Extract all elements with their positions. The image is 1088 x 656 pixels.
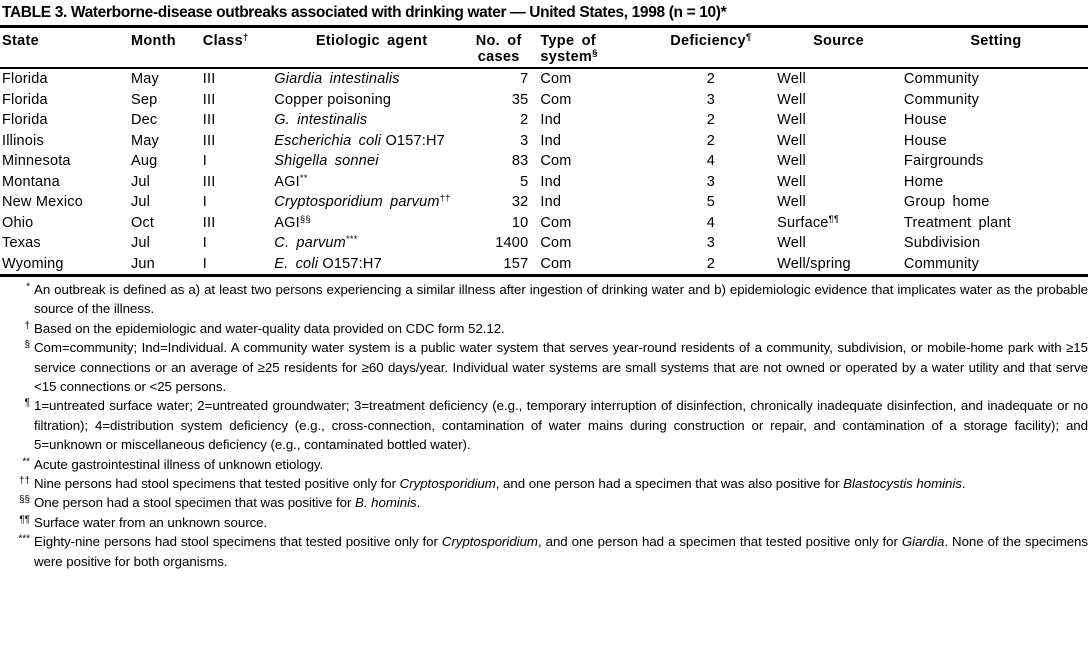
footnote-italic-term: Cryptosporidium bbox=[399, 476, 496, 492]
footnote-text bbox=[34, 493, 1088, 512]
cell-source: Well bbox=[777, 194, 806, 210]
cell-state: Minnesota bbox=[2, 153, 71, 169]
cell-setting bbox=[900, 192, 1088, 213]
setting-text: Community bbox=[903, 255, 980, 272]
cell-class: III bbox=[202, 71, 216, 87]
cell-no-of-cases: 7 bbox=[520, 71, 529, 87]
cell-setting bbox=[900, 90, 1088, 111]
cell-etiologic-agent bbox=[268, 110, 469, 131]
column-header-setting: Setting bbox=[970, 33, 1022, 49]
cell-deficiency: 5 bbox=[706, 194, 715, 210]
cell-class: III bbox=[202, 112, 216, 128]
agent-serotype: O157:H7 bbox=[318, 255, 382, 272]
column-header-no-of-cases: No. of cases bbox=[475, 33, 522, 65]
outbreaks-table-body bbox=[0, 69, 1088, 274]
cell-deficiency: 2 bbox=[706, 71, 715, 87]
footnote bbox=[0, 532, 1088, 571]
cell-setting bbox=[900, 110, 1088, 131]
footnote-text: An outbreak is defined as a) at least two persons experiencing a similar illness after ingestion of drinking water and b) epidemiologic evidence that implicates water as the probable source of the illness. bbox=[34, 282, 1088, 317]
cell-etiologic-agent bbox=[268, 131, 469, 152]
cell-state: New Mexico bbox=[2, 194, 83, 210]
cell-class: I bbox=[202, 153, 208, 169]
setting-text: House bbox=[903, 112, 947, 128]
cell-no-of-cases: 32 bbox=[511, 194, 529, 210]
cell-class: I bbox=[202, 194, 208, 210]
setting-text: Community bbox=[903, 91, 980, 108]
cell-setting bbox=[900, 131, 1088, 152]
cell-type-of-system: Com bbox=[540, 214, 572, 231]
agent-scientific-name: C. parvum bbox=[274, 235, 346, 251]
cell-type-of-system: Com bbox=[540, 255, 572, 272]
table-header bbox=[0, 28, 1088, 67]
cell-no-of-cases: 10 bbox=[511, 214, 529, 231]
footnote-marker: ** bbox=[22, 456, 30, 468]
cell-type-of-system: Com bbox=[540, 71, 572, 87]
cell-deficiency: 2 bbox=[706, 255, 715, 272]
cell-setting bbox=[900, 151, 1088, 172]
cell-month: May bbox=[130, 71, 159, 87]
cell-state: Florida bbox=[2, 71, 48, 87]
table-row bbox=[0, 233, 1088, 254]
cell-source: Well bbox=[777, 71, 806, 87]
column-header-source: Source bbox=[813, 33, 865, 49]
cell-type-of-system: Ind bbox=[540, 173, 562, 190]
cell-type-of-system: Com bbox=[540, 235, 572, 251]
cell-month: Jul bbox=[130, 173, 151, 190]
table-row bbox=[0, 254, 1088, 275]
cell-type-of-system: Ind bbox=[540, 132, 562, 149]
table-row bbox=[0, 69, 1088, 90]
table-body bbox=[0, 69, 1088, 274]
outbreaks-table bbox=[0, 28, 1088, 67]
agent-footnote-marker: *** bbox=[345, 234, 358, 245]
agent-footnote-marker: ** bbox=[299, 172, 308, 184]
footnote-italic-term: Giardia bbox=[901, 534, 945, 550]
cell-state: Florida bbox=[2, 91, 48, 108]
type-footnote-marker: § bbox=[592, 48, 598, 59]
cell-deficiency: 4 bbox=[706, 214, 715, 231]
footnote-text: Com=community; Ind=Individual. A community water system is a public water system that serves year-round residents of a community, subdivision, or mobile-home park with ≥15 service connections or an average of ≥25 residents for ≥60 days/year. Individual water systems are small systems that are not owned or operated by a water utility and that serve <15 connections or <25 persons. bbox=[34, 340, 1088, 395]
cell-state: Illinois bbox=[2, 132, 44, 149]
cell-setting bbox=[900, 213, 1088, 234]
footnote-text: 1=untreated surface water; 2=untreated groundwater; 3=treatment deficiency (e.g., temporary interruption of disinfection, chronically inadequate disinfection, and inadequate or no filtration); 4=distribution system deficiency (e.g., cross-connection, contamination of water mains during construction or repair, and contamination of a storage facility); and 5=unknown or miscellaneous deficiency (e.g., contaminated bottled water). bbox=[34, 398, 1088, 453]
footnote-italic-term: Cryptosporidium bbox=[441, 534, 538, 550]
footnotes-section bbox=[0, 277, 1088, 571]
footnote-marker: * bbox=[26, 281, 30, 293]
footnote-text bbox=[34, 532, 1088, 571]
agent-serotype: AGI bbox=[274, 214, 300, 231]
cell-type-of-system: Com bbox=[540, 153, 572, 169]
cell-month: Jun bbox=[130, 255, 155, 272]
footnote-plain-text: , and one person had a specimen that tested positive only for bbox=[537, 534, 902, 550]
footnote-italic-term: B. hominis bbox=[355, 495, 417, 511]
cell-setting bbox=[900, 233, 1088, 254]
footnote-plain-text: One person had a stool specimen that was positive for bbox=[34, 495, 356, 511]
cell-month: Jul bbox=[130, 235, 151, 251]
cell-setting bbox=[900, 172, 1088, 193]
footnote-marker: §§ bbox=[18, 494, 30, 506]
column-header-month: Month bbox=[130, 33, 176, 49]
cell-source: Well bbox=[777, 112, 806, 128]
footnote-plain-text: . bbox=[961, 476, 966, 492]
cell-state: Texas bbox=[2, 235, 41, 251]
cell-month: Jul bbox=[130, 194, 151, 210]
cell-no-of-cases: 2 bbox=[520, 112, 529, 128]
footnote-plain-text: Nine persons had stool specimens that tested positive only for bbox=[34, 476, 400, 492]
cell-source: Well bbox=[777, 173, 806, 190]
source-footnote-marker: ¶¶ bbox=[828, 213, 840, 225]
table-row bbox=[0, 90, 1088, 111]
cell-deficiency: 3 bbox=[706, 173, 715, 190]
footnote-plain-text: , and one person had a specimen that was also positive for bbox=[495, 476, 844, 492]
cell-month: Sep bbox=[130, 91, 158, 108]
footnote-plain-text: . None of the specimens were positive for both organisms. bbox=[34, 534, 1088, 569]
footnote-marker: § bbox=[24, 339, 30, 351]
footnote-text: Acute gastrointestinal illness of unknown etiology. bbox=[34, 456, 324, 472]
cell-source: Well bbox=[777, 235, 806, 251]
agent-scientific-name: Giardia intestinalis bbox=[274, 71, 400, 87]
setting-text: Treatment plant bbox=[903, 214, 1011, 231]
cell-class: III bbox=[202, 214, 216, 231]
footnote-plain-text: Eighty-nine persons had stool specimens that tested positive only for bbox=[34, 534, 442, 550]
cell-source: Well/spring bbox=[777, 255, 851, 272]
agent-serotype: Copper poisoning bbox=[274, 91, 392, 108]
cell-state: Montana bbox=[2, 173, 60, 190]
cell-month: Oct bbox=[130, 214, 155, 231]
cell-etiologic-agent bbox=[268, 151, 469, 172]
column-header-etiologic-agent: Etiologic agent bbox=[315, 33, 428, 49]
agent-scientific-name: Cryptosporidium parvum bbox=[274, 194, 440, 210]
table-row bbox=[0, 172, 1088, 193]
cell-setting bbox=[900, 254, 1088, 275]
cell-etiologic-agent bbox=[268, 254, 469, 275]
column-header-type-of-system: Type of system§ bbox=[540, 33, 598, 65]
cell-state: Wyoming bbox=[2, 255, 64, 272]
cell-deficiency: 2 bbox=[706, 112, 715, 128]
footnote-italic-term: Blastocystis hominis bbox=[843, 476, 962, 492]
cell-no-of-cases: 83 bbox=[511, 153, 529, 169]
cell-deficiency: 2 bbox=[706, 132, 715, 149]
column-header-class: Class† bbox=[202, 32, 249, 49]
footnote bbox=[0, 513, 1088, 532]
cell-source: Well bbox=[777, 153, 806, 169]
column-header-deficiency: Deficiency¶ bbox=[670, 32, 752, 49]
cell-type-of-system: Ind bbox=[540, 112, 562, 128]
footnote-text: Surface water from an unknown source. bbox=[34, 514, 268, 530]
cell-class: III bbox=[202, 173, 216, 190]
cell-no-of-cases: 5 bbox=[520, 173, 529, 190]
cell-class: I bbox=[202, 255, 208, 272]
cell-source: Well bbox=[777, 132, 806, 149]
agent-footnote-marker: §§ bbox=[299, 213, 311, 225]
agent-serotype: AGI bbox=[274, 173, 300, 190]
cell-month: Dec bbox=[130, 112, 158, 128]
cell-no-of-cases: 3 bbox=[520, 132, 529, 149]
table-row bbox=[0, 110, 1088, 131]
cell-state: Florida bbox=[2, 112, 48, 128]
table-row bbox=[0, 151, 1088, 172]
cell-etiologic-agent bbox=[268, 233, 469, 254]
footnote-marker: †† bbox=[18, 475, 30, 487]
cell-state: Ohio bbox=[2, 214, 34, 231]
footnote-plain-text: . bbox=[416, 495, 421, 511]
page-title: TABLE 3. Waterborne-disease outbreaks associated with drinking water — United States, 1998 (n = 10)* bbox=[2, 4, 727, 21]
cell-source: Well bbox=[777, 91, 806, 108]
cell-etiologic-agent bbox=[268, 69, 469, 90]
header-row bbox=[0, 28, 1088, 67]
footnote-marker: ¶ bbox=[24, 397, 30, 409]
footnote bbox=[0, 338, 1088, 396]
agent-scientific-name: E. coli bbox=[274, 255, 319, 272]
agent-scientific-name: Shigella sonnei bbox=[274, 153, 379, 169]
cell-etiologic-agent bbox=[268, 172, 469, 193]
setting-text: House bbox=[903, 132, 947, 149]
cell-deficiency: 4 bbox=[706, 153, 715, 169]
cell-deficiency: 3 bbox=[706, 91, 715, 108]
cell-month: May bbox=[130, 132, 159, 149]
cell-class: I bbox=[202, 235, 208, 251]
setting-text: Home bbox=[903, 173, 944, 190]
table-row bbox=[0, 131, 1088, 152]
agent-scientific-name: Escherichia coli bbox=[274, 132, 382, 149]
setting-text: Fairgrounds bbox=[903, 153, 984, 169]
cell-etiologic-agent bbox=[268, 192, 469, 213]
cell-type-of-system: Com bbox=[540, 91, 572, 108]
footnote bbox=[0, 319, 1088, 338]
cell-etiologic-agent bbox=[268, 90, 469, 111]
cell-no-of-cases: 35 bbox=[511, 91, 529, 108]
class-footnote-marker: † bbox=[243, 32, 249, 43]
table-row bbox=[0, 213, 1088, 234]
cell-type-of-system: Ind bbox=[540, 194, 562, 210]
cell-setting bbox=[900, 69, 1088, 90]
cell-no-of-cases: 1400 bbox=[495, 235, 529, 251]
footnote bbox=[0, 493, 1088, 512]
setting-text: Subdivision bbox=[903, 235, 981, 251]
footnote bbox=[0, 474, 1088, 493]
cell-source: Surface¶¶ bbox=[777, 213, 840, 231]
footnote bbox=[0, 280, 1088, 319]
column-header-state: State bbox=[2, 33, 39, 49]
agent-serotype: O157:H7 bbox=[381, 132, 445, 149]
footnote-text bbox=[34, 474, 1088, 493]
agent-footnote-marker: †† bbox=[439, 193, 451, 204]
deficiency-footnote-marker: ¶ bbox=[745, 32, 752, 43]
cell-class: III bbox=[202, 91, 216, 108]
setting-text: Group home bbox=[903, 194, 990, 210]
footnote bbox=[0, 396, 1088, 454]
cell-deficiency: 3 bbox=[706, 235, 715, 251]
agent-scientific-name: G. intestinalis bbox=[274, 112, 368, 128]
footnote-marker: ¶¶ bbox=[19, 514, 30, 526]
cell-etiologic-agent bbox=[268, 213, 469, 234]
table-row bbox=[0, 192, 1088, 213]
footnote-marker: *** bbox=[18, 533, 30, 545]
cell-no-of-cases: 157 bbox=[503, 255, 529, 272]
cell-class: III bbox=[202, 132, 216, 149]
footnote bbox=[0, 455, 1088, 474]
setting-text: Community bbox=[903, 71, 980, 87]
footnote-marker: † bbox=[24, 320, 30, 332]
footnote-text: Based on the epidemiologic and water-quality data provided on CDC form 52.12. bbox=[34, 320, 505, 336]
cell-month: Aug bbox=[130, 153, 158, 169]
